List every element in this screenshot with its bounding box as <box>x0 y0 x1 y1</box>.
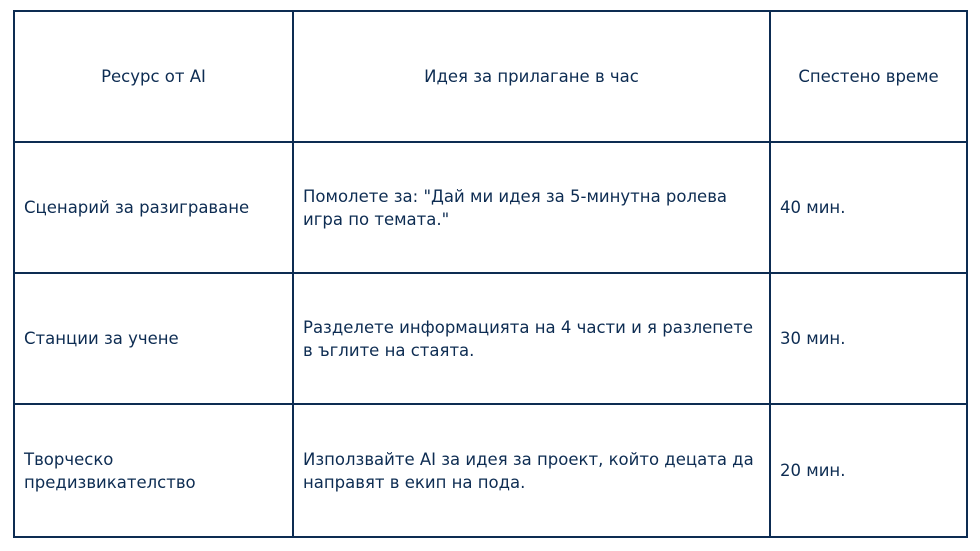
table-row <box>14 404 967 537</box>
table-header-row <box>14 11 967 142</box>
cell-time-saved: 20 мин. <box>770 404 967 537</box>
header-resource: Ресурс от AI <box>14 11 293 142</box>
table-row <box>14 273 967 404</box>
cell-resource: Станции за учене <box>14 273 293 404</box>
cell-time-saved: 30 мин. <box>770 273 967 404</box>
table-row <box>14 142 967 273</box>
cell-resource: Творческо предизвикателство <box>14 404 293 537</box>
cell-idea: Разделете информацията на 4 части и я разлепете в ъглите на стаята. <box>293 273 770 404</box>
cell-resource: Сценарий за разиграване <box>14 142 293 273</box>
header-time-saved: Спестено време <box>770 11 967 142</box>
cell-time-saved: 40 мин. <box>770 142 967 273</box>
ai-resources-table <box>13 10 968 538</box>
cell-idea: Помолете за: "Дай ми идея за 5-минутна ролева игра по темата." <box>293 142 770 273</box>
cell-idea: Използвайте AI за идея за проект, който децата да направят в екип на пода. <box>293 404 770 537</box>
header-idea: Идея за прилагане в час <box>293 11 770 142</box>
